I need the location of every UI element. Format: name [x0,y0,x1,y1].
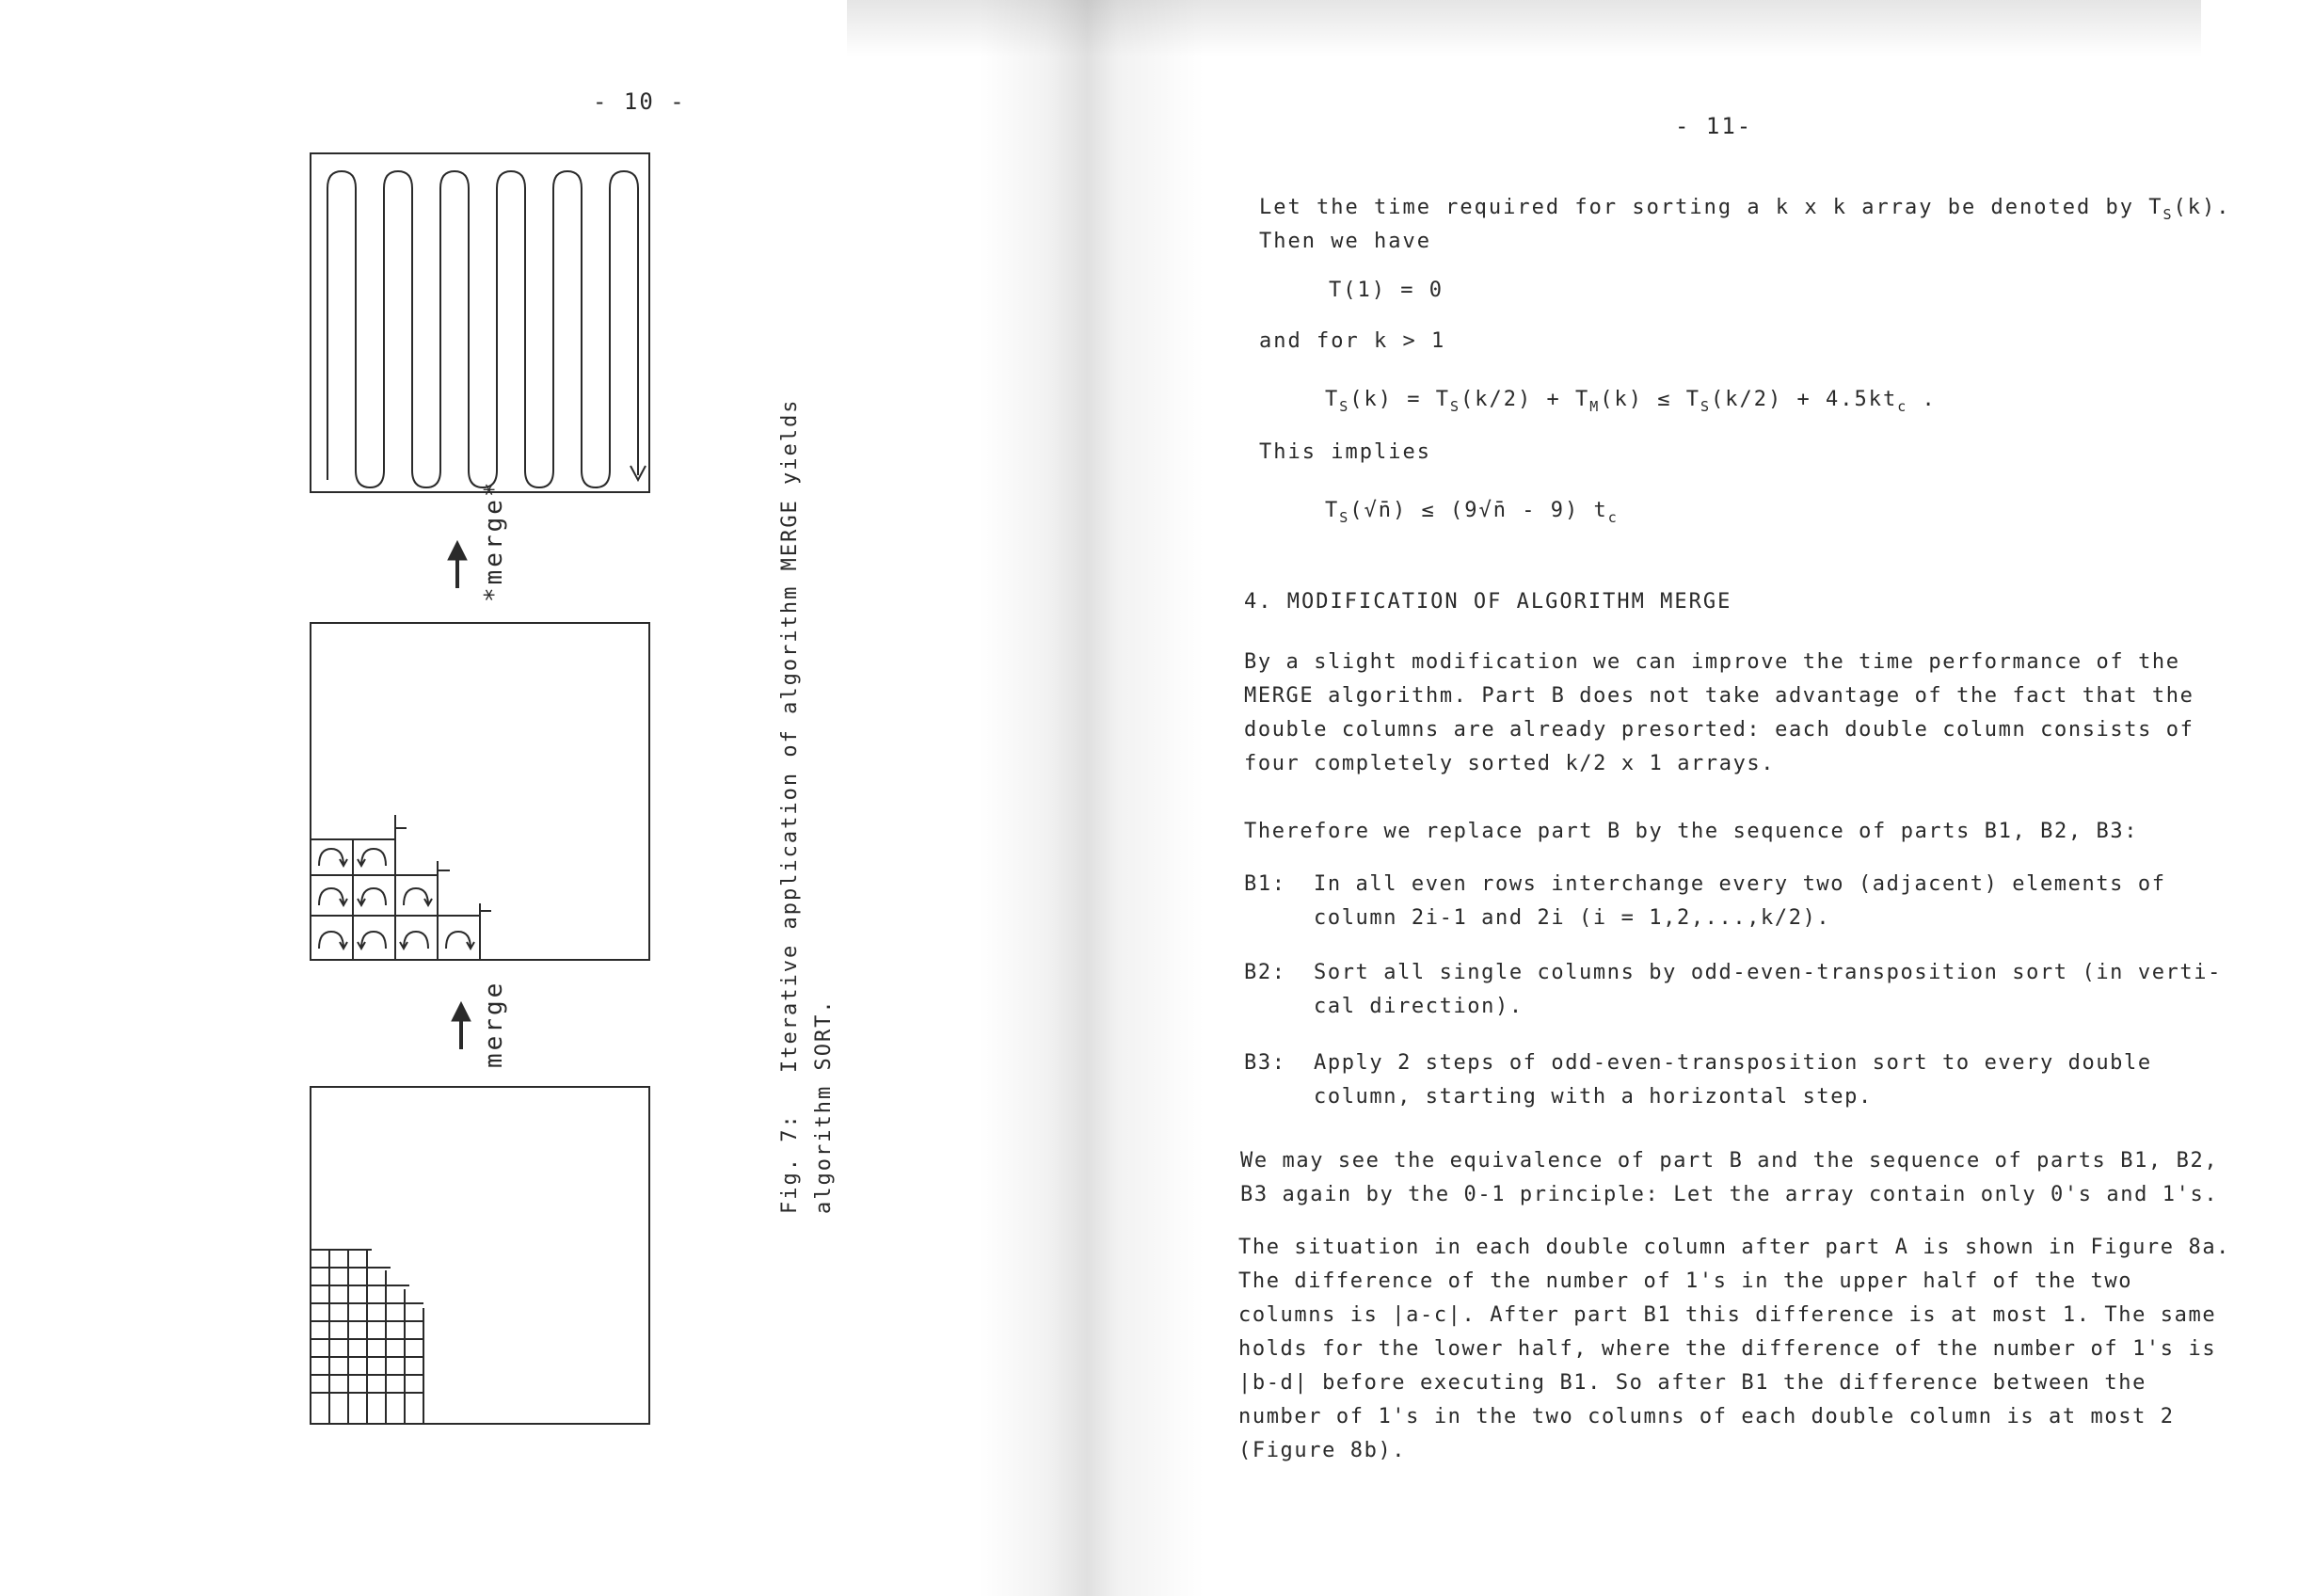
merge-arrow-top-head [448,541,467,560]
eq2-part-c: (k) ≤ T [1600,388,1700,411]
left-page [0,0,1035,1596]
eq2-sub-c: c [1897,398,1908,415]
caption-label: Fig. 7: [778,1113,802,1214]
initial-array-box [311,1087,649,1424]
step-b3-text-1: Apply 2 steps of odd-even-transposition sort to every double [1314,1051,2152,1075]
eq2-sub-m: M [1589,398,1601,415]
merge-label-top [480,479,508,602]
page-number-right: - 11- [1675,113,1753,139]
merge-label-top-prefix: * [480,584,508,602]
step-b1-text-2: column 2i-1 and 2i (i = 1,2,...,k/2). [1314,906,1831,930]
eq3-part-a: (√n̄) ≤ (9√n̄ - 9) t [1349,499,1608,522]
paragraph-4 [1238,1231,2292,1468]
para3-line: We may see the equivalence of part B and the sequence of parts B1, B2, [1240,1149,2219,1173]
merge-label-top-text: merge [480,497,508,585]
equation-3: $T_S(√n̄)$ ≤ (9√n̄ - 9) $t_c$ [1325,499,1619,526]
para1-line: MERGE algorithm. Part B does not take advantage of the fact that the [1244,684,2194,708]
right-page [1129,0,2231,1596]
paragraph-3 [1240,1144,2294,1212]
para4-line: holds for the lower half, where the difference of the number of 1's is [1238,1337,2217,1361]
intro-line-1 [1259,196,2230,223]
para4-line: (Figure 8b). [1238,1439,1407,1462]
eq2-part-b: (k/2) + T [1460,388,1590,411]
equation-1: T(1) = 0 [1329,279,1444,302]
caption-text: Iterative application of algorithm MERGE yields algorithm SORT. [778,398,836,1214]
this-implies-line: This implies [1259,440,1431,464]
step-b1-label: B1: [1244,872,1286,896]
step-b1 [1244,868,2298,935]
merge-label-top-suffix: * [480,479,508,498]
merge-label-bottom: merge [480,980,508,1068]
para1-line: four completely sorted k/2 x 1 arrays. [1244,752,1776,775]
para4-line: The situation in each double column after part A is shown in Figure 8a. [1238,1236,2231,1259]
step-b2 [1244,956,2298,1024]
para4-line: number of 1's in the two columns of each double column is at most 2 [1238,1405,2175,1428]
merge-arrow-bottom-head [452,1002,471,1021]
snake-path [327,171,638,487]
step-b1-line-1 [1244,868,2298,902]
para4-line: |b-d| before executing B1. So after B1 the difference between the [1238,1371,2146,1395]
eq3-sub-s: S [1339,509,1350,526]
section-heading: 4. MODIFICATION OF ALGORITHM MERGE [1244,590,1732,614]
para1-line: By a slight modification we can improve the time performance of the [1244,650,2180,674]
figure-7-diagram [0,0,1035,1596]
step-b3 [1244,1046,2298,1114]
step-b2-text-2: cal direction). [1314,995,1524,1018]
eq2-sub-2: S [1450,398,1461,415]
eq3-sub-c: c [1607,509,1619,526]
para4-line: The difference of the number of 1's in the upper half of the two [1238,1269,2133,1293]
figure-caption [774,292,841,1214]
merge-arc-icons [319,849,474,949]
and-for-line: and for k > 1 [1259,329,1446,353]
step-b2-line-1 [1244,956,2298,990]
step-b3-label: B3: [1244,1051,1286,1075]
para2-line: Therefore we replace part B by the sequence of parts B1, B2, B3: [1244,820,2139,843]
eq2-sub-1: S [1339,398,1350,415]
sorted-array-box [311,153,649,492]
paragraph-1 [1244,646,2298,781]
para4-line: columns is |a-c|. After part B1 this difference is at most 1. The same [1238,1303,2217,1327]
intro-subscript: S [2162,206,2174,223]
page-number-left: - 10 - [593,88,686,115]
initial-grid [311,1250,423,1424]
paragraph-2 [1244,815,2298,849]
merge-grid [311,815,491,960]
equation-2: $T_S(k) = T_S(k/2) + T_M(k) \le T_S(k/2) + 4.5kt_c$ . [1325,388,1937,415]
step-b3-line-1 [1244,1046,2298,1080]
para1-line: double columns are already presorted: each double column consists of [1244,718,2194,742]
eq2-end: . [1922,388,1937,411]
para3-line: B3 again by the 0-1 principle: Let the array contain only 0's and 1's. [1240,1183,2219,1206]
eq2-part-a: (k) = T [1349,388,1450,411]
intro-line-1-end: (k). [2173,196,2231,219]
step-b2-text-1: Sort all single columns by odd-even-transposition sort (in verti- [1314,961,2222,984]
step-b1-text-1: In all even rows interchange every two (adjacent) elements of [1314,872,2166,896]
eq2-sub-3: S [1700,398,1712,415]
eq2-part-d: (k/2) + 4.5kt [1711,388,1898,411]
intro-line-1-text: Let the time required for sorting a k x k array be denoted by T [1259,196,2163,219]
step-b2-label: B2: [1244,961,1286,984]
intro-line-2: Then we have [1259,230,1431,253]
step-b3-text-2: column, starting with a horizontal step. [1314,1085,1873,1109]
